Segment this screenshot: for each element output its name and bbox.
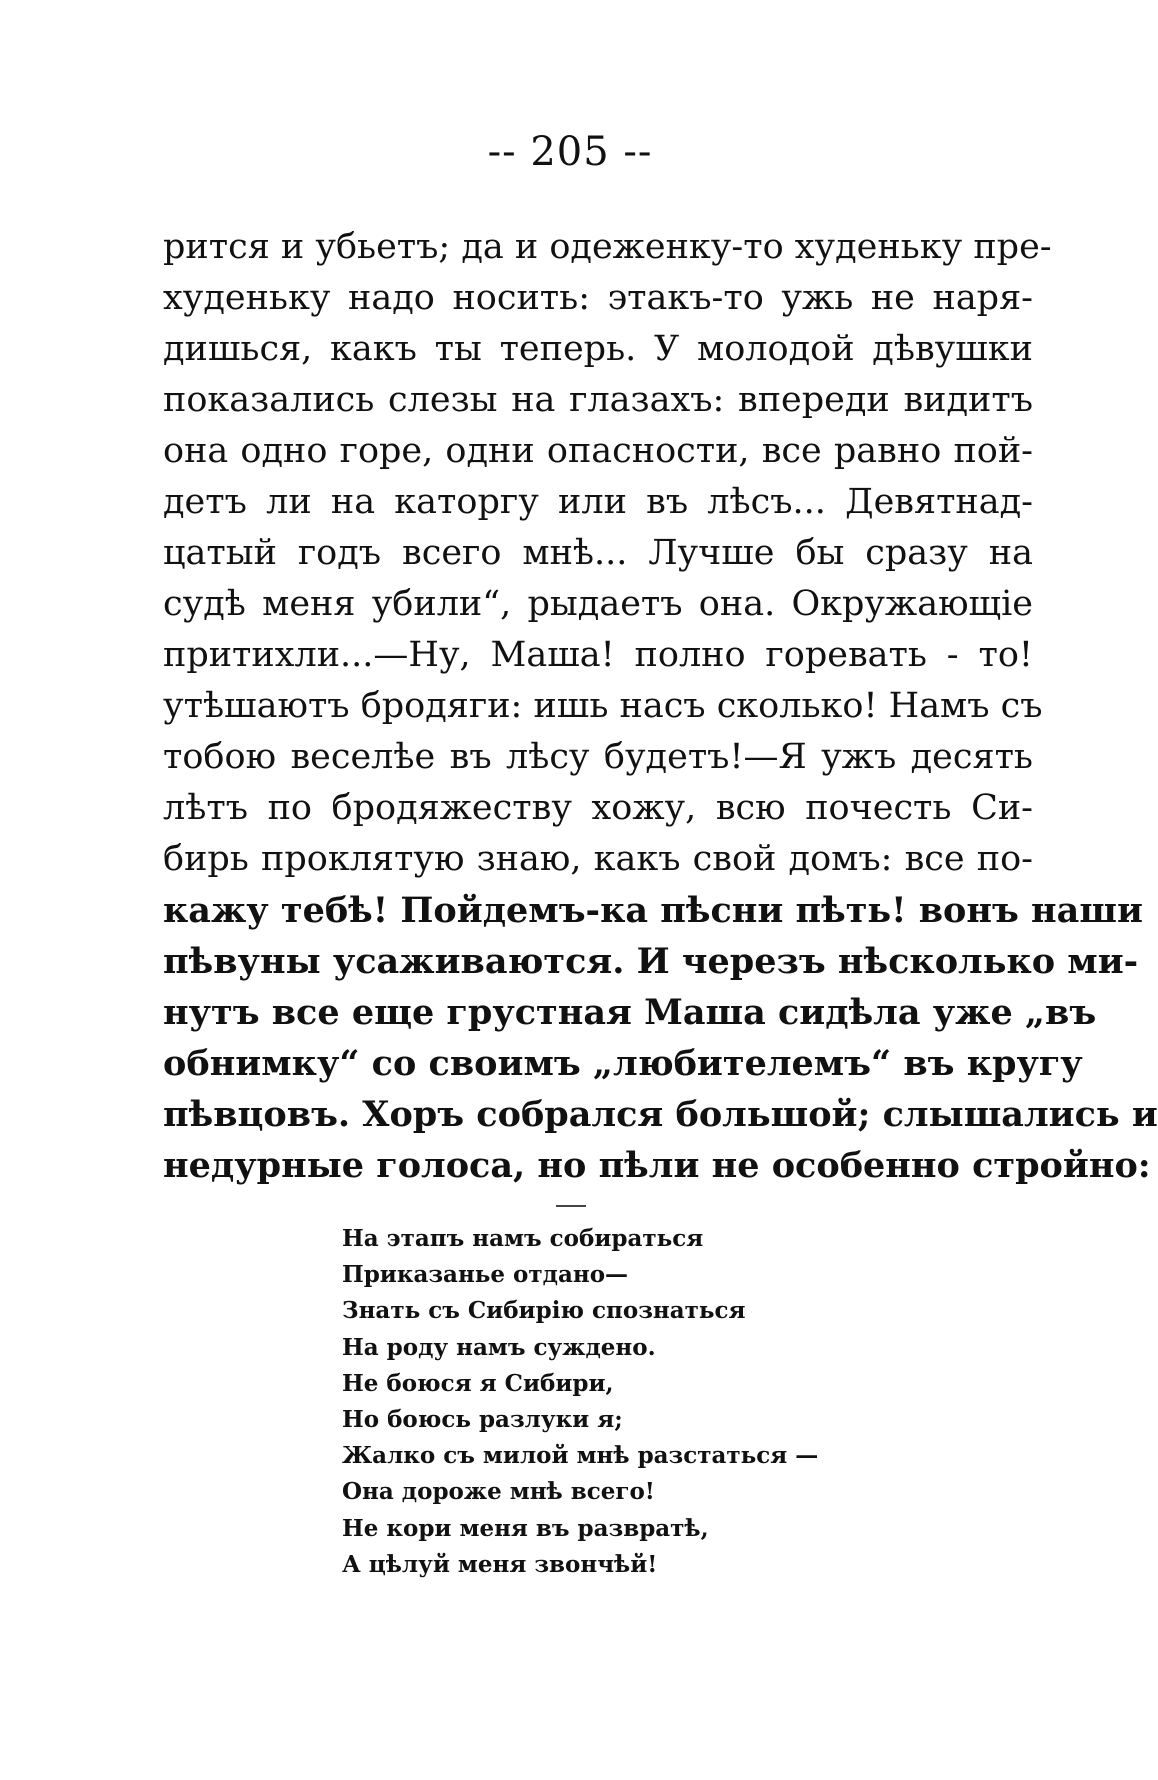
prose-line: пѣвуны усаживаются. И черезъ нѣсколько ми- (163, 941, 1139, 982)
prose-line: кажу тебѣ! Пойдемъ-ка пѣсни пѣть! вонъ наши (163, 890, 1143, 931)
verse-line: Но боюсь разлуки я; (342, 1405, 623, 1433)
prose-line: судѣ меня убили“, рыдаетъ она. Окружающіе (163, 584, 1033, 624)
section-divider (556, 1205, 586, 1207)
prose-line: детъ ли на каторгу или въ лѣсъ... Девятнад- (163, 482, 1033, 522)
verse-line: Знать съ Сибирію спознаться (342, 1297, 746, 1325)
prose-line: она одно горе, одни опасности, все равно пой- (163, 431, 1033, 471)
verse-line: Она дороже мнѣ всего! (342, 1478, 655, 1506)
prose-line: пѣвцовъ. Хоръ собрался большой; слышались и (163, 1094, 1158, 1135)
prose-line: тобою веселѣе въ лѣсу будетъ!—Я ужъ десять (163, 737, 1033, 777)
prose-line: показались слезы на глазахъ: впереди видитъ (163, 380, 1033, 420)
prose-line: рится и убьетъ; да и одеженку-то худеньку пре- (163, 227, 1052, 267)
prose-line: лѣтъ по бродяжеству хожу, всю почесть Си- (163, 788, 1033, 828)
prose-block (163, 222, 1158, 1191)
prose-line: недурные голоса, но пѣли не особенно стройно: (163, 1145, 1151, 1186)
prose-line: утѣшаютъ бродяги: ишь насъ сколько! Намъ съ (163, 686, 1043, 726)
verse-line: Приказанье отдано— (342, 1261, 629, 1289)
verse-line: Жалко съ милой мнѣ разстаться — (342, 1442, 819, 1470)
verse-line: А цѣлуй меня звончѣй! (342, 1550, 658, 1578)
prose-line: цатый годъ всего мнѣ... Лучше бы сразу на (163, 533, 1033, 573)
prose-line: нутъ все еще грустная Маша сидѣла уже „въ (163, 992, 1097, 1033)
verse-line: Не боюся я Сибири, (342, 1369, 614, 1397)
verse-line: На этапъ намъ собираться (342, 1225, 704, 1252)
prose-line: бирь проклятую знаю, какъ свой домъ: все по- (163, 839, 1033, 879)
verse-line: Не кори меня въ развратѣ, (342, 1514, 709, 1542)
page-number: -- 205 -- (487, 129, 653, 175)
verse-line: На роду намъ суждено. (342, 1333, 656, 1361)
prose-line: притихли...—Ну, Маша! полно горевать - то! (163, 635, 1033, 675)
prose-line: худеньку надо носить: этакъ-то ужь не наря- (163, 278, 1033, 318)
prose-line: дишься, какъ ты теперь. У молодой дѣвушки (163, 329, 1033, 369)
prose-line: обнимку“ со своимъ „любителемъ“ въ кругу (163, 1043, 1083, 1084)
song-verse (342, 1221, 902, 1583)
